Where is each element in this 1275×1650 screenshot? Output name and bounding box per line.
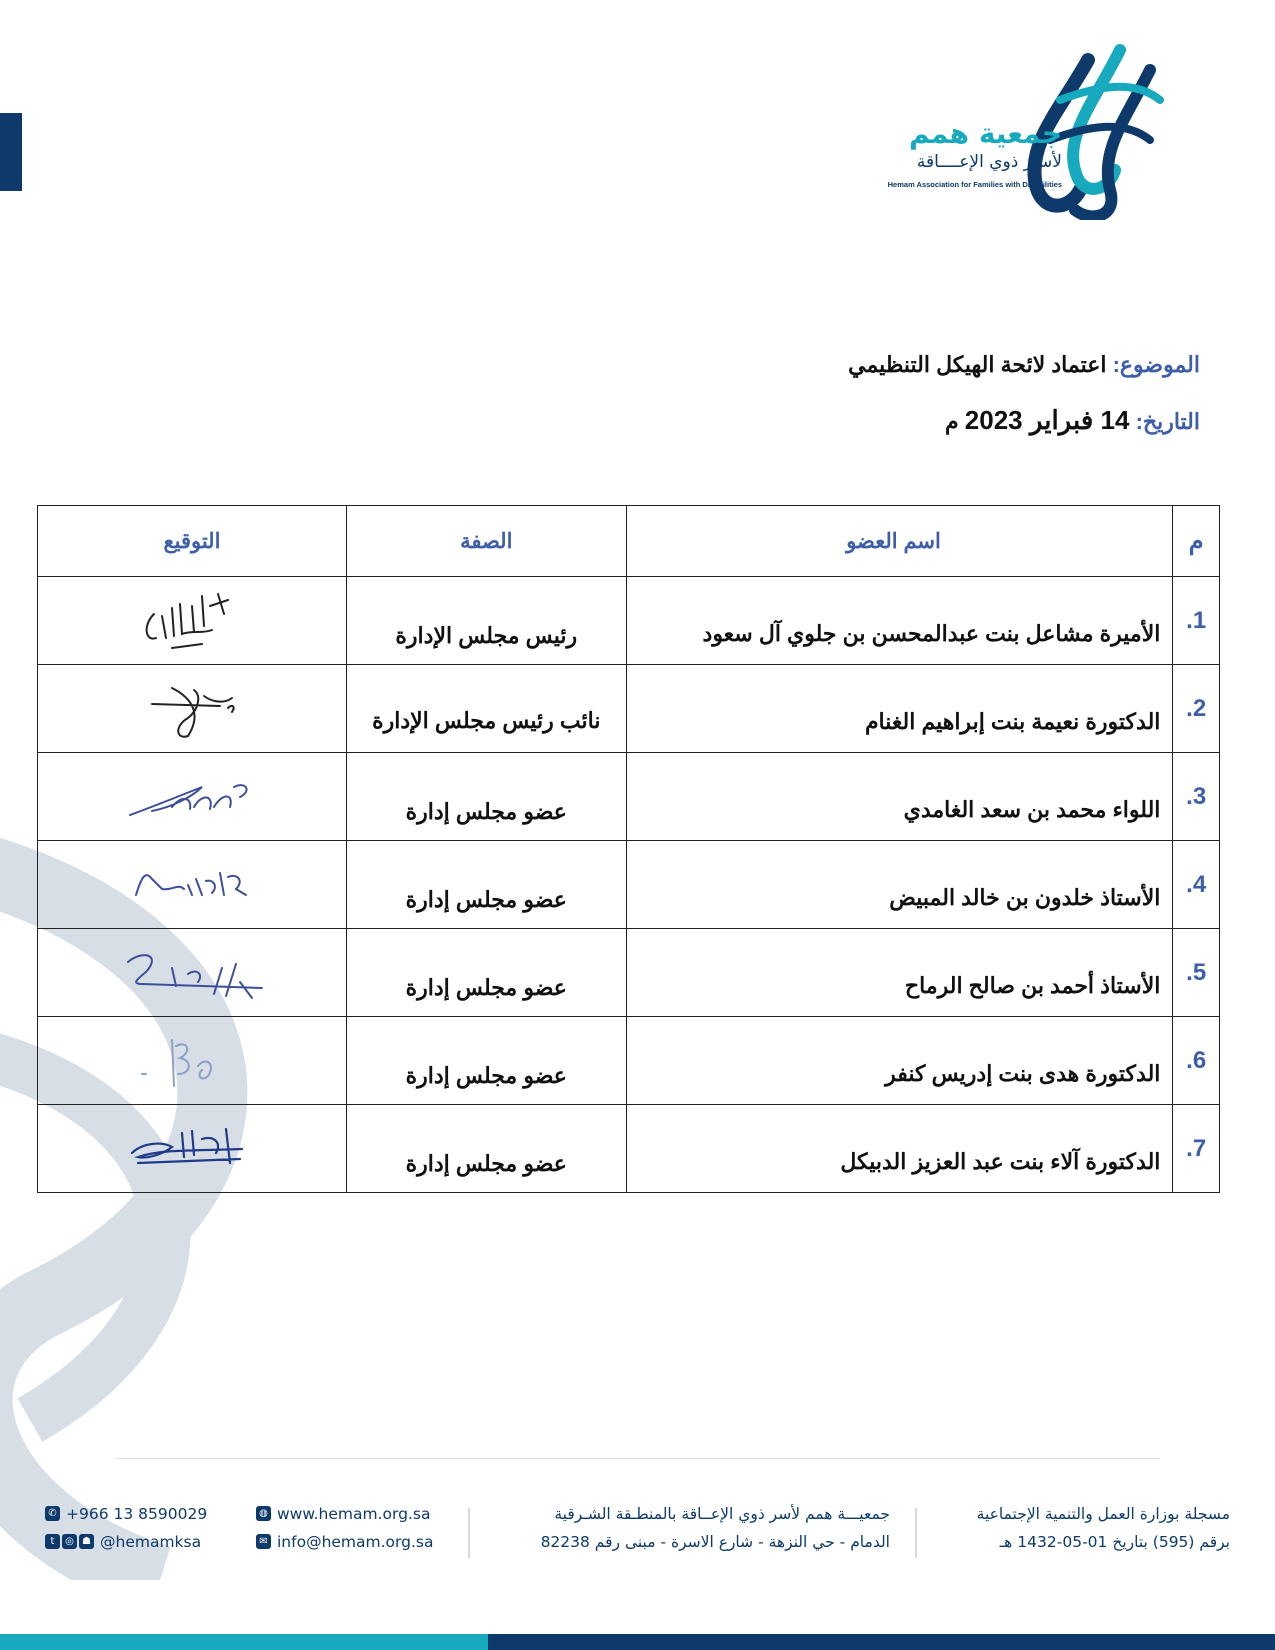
- member-role: عضو مجلس إدارة: [405, 798, 567, 824]
- email-link[interactable]: info@hemam.org.sa: [277, 1533, 434, 1551]
- address-line-2: الدمام - حي النزهة - شارع الاسرة - مبنى رقم 82238: [540, 1533, 890, 1551]
- signature-cell: [38, 929, 347, 1017]
- member-role-cell: [346, 1017, 626, 1105]
- bottom-bar-teal: [0, 1634, 488, 1650]
- phone-number[interactable]: +966 13 8590029: [66, 1505, 208, 1523]
- footer-separator: [915, 1508, 917, 1558]
- date-suffix: م: [945, 409, 959, 434]
- member-name: الأميرة مشاعل بنت عبدالمحسن بن جلوي آل سعود: [702, 620, 1161, 646]
- header-name: اسم العضو: [626, 506, 1173, 577]
- member-role-cell: [346, 929, 626, 1017]
- signature-cell: [38, 577, 347, 665]
- member-role-cell: [346, 841, 626, 929]
- bottom-bar-navy: [488, 1634, 1275, 1650]
- signature-image: [122, 767, 262, 827]
- member-name: الدكتورة نعيمة بنت إبراهيم الغنام: [864, 708, 1161, 734]
- footer-separator: [468, 1508, 470, 1558]
- signature-image: [122, 1119, 262, 1179]
- member-name-cell: [626, 929, 1173, 1017]
- table-row: [38, 929, 1220, 1017]
- registration-line-1: مسجلة بوزارة العمل والتنمية الإجتماعية: [976, 1505, 1230, 1523]
- member-role-cell: [346, 577, 626, 665]
- date-value: 14 فبراير 2023: [964, 405, 1130, 435]
- member-role: رئيس مجلس الإدارة: [395, 622, 578, 648]
- member-name-cell: [626, 577, 1173, 665]
- logo-arabic-name: جمعية همم: [908, 117, 1062, 150]
- signature-image: [122, 855, 262, 915]
- phone-icon: ✆: [45, 1506, 60, 1521]
- signature-cell: [38, 665, 347, 753]
- signature-cell: [38, 1105, 347, 1193]
- instagram-icon[interactable]: ◎: [62, 1534, 77, 1549]
- member-name-cell: [626, 1105, 1173, 1193]
- member-role-cell: [346, 753, 626, 841]
- header-num: م: [1173, 506, 1220, 577]
- footer-phone-social: [45, 1500, 245, 1556]
- member-name: الأستاذ أحمد بن صالح الرماح: [904, 972, 1161, 998]
- member-name-cell: [626, 1017, 1173, 1105]
- header-signature: التوقيع: [38, 506, 347, 577]
- row-number: 4.: [1173, 841, 1220, 929]
- logo-text-block: [862, 118, 1062, 198]
- signature-cell: [38, 1017, 347, 1105]
- member-role: عضو مجلس إدارة: [405, 1150, 567, 1176]
- member-name-cell: [626, 753, 1173, 841]
- row-number: 5.: [1173, 929, 1220, 1017]
- table-header-row: [38, 506, 1220, 577]
- member-name-cell: [626, 841, 1173, 929]
- signature-image: [132, 586, 252, 656]
- website-link[interactable]: www.hemam.org.sa: [277, 1505, 431, 1523]
- footer-registration: [910, 1500, 1230, 1556]
- date-label: التاريخ:: [1135, 409, 1200, 434]
- signature-image: [132, 1026, 252, 1096]
- signature-cell: [38, 753, 347, 841]
- row-number: 7.: [1173, 1105, 1220, 1193]
- row-number: 2.: [1173, 665, 1220, 753]
- subject-line: [848, 352, 1200, 378]
- subject-label: الموضوع:: [1112, 352, 1200, 377]
- row-number: 1.: [1173, 577, 1220, 665]
- logo-english-name: Hemam Association for Families with Disabilities: [887, 180, 1062, 189]
- date-line: [945, 405, 1200, 436]
- row-number: 3.: [1173, 753, 1220, 841]
- table-row: [38, 577, 1220, 665]
- table-row: [38, 753, 1220, 841]
- twitter-icon[interactable]: t: [45, 1534, 60, 1549]
- left-edge-tab: [0, 113, 22, 191]
- footer-address: [470, 1500, 890, 1556]
- table-row: [38, 1017, 1220, 1105]
- member-name: الأستاذ خلدون بن خالد المبيض: [889, 884, 1161, 910]
- logo-arabic-subtitle: لأسـر ذوي الإعــــاقة: [916, 152, 1062, 172]
- member-name: الدكتورة هدى بنت إدريس كنفر: [885, 1060, 1161, 1086]
- row-number: 6.: [1173, 1017, 1220, 1105]
- subject-value: اعتماد لائحة الهيكل التنظيمي: [848, 352, 1107, 377]
- footer-divider: [115, 1458, 1160, 1459]
- table-row: [38, 1105, 1220, 1193]
- header-role: الصفة: [346, 506, 626, 577]
- footer-web-contact: [256, 1500, 456, 1556]
- member-role-cell: [346, 665, 626, 753]
- signature-cell: [38, 841, 347, 929]
- member-name-cell: [626, 665, 1173, 753]
- members-table: [37, 505, 1220, 1193]
- email-icon: ✉: [256, 1534, 271, 1549]
- social-handle[interactable]: @hemamksa: [100, 1533, 202, 1551]
- member-role: عضو مجلس إدارة: [405, 886, 567, 912]
- table-row: [38, 841, 1220, 929]
- address-line-1: جمعيـــة همم لأسر ذوي الإعــاقة بالمنطـقة الشـرقية: [554, 1505, 890, 1523]
- signature-image: [132, 674, 252, 744]
- member-role: عضو مجلس إدارة: [405, 1062, 567, 1088]
- member-role-cell: [346, 1105, 626, 1193]
- member-name: الدكتورة آلاء بنت عبد العزيز الدبيكل: [840, 1148, 1161, 1174]
- member-role: نائب رئيس مجلس الإدارة: [372, 707, 601, 733]
- member-name: اللواء محمد بن سعد الغامدي: [903, 796, 1161, 822]
- member-role: عضو مجلس إدارة: [405, 974, 567, 1000]
- globe-icon: ◍: [256, 1506, 271, 1521]
- snapchat-icon[interactable]: ☗: [79, 1534, 94, 1549]
- registration-line-2: برقم (595) بتاريخ 01-05-1432 هـ: [999, 1533, 1230, 1551]
- signature-image: [112, 938, 272, 1008]
- table-row: [38, 665, 1220, 753]
